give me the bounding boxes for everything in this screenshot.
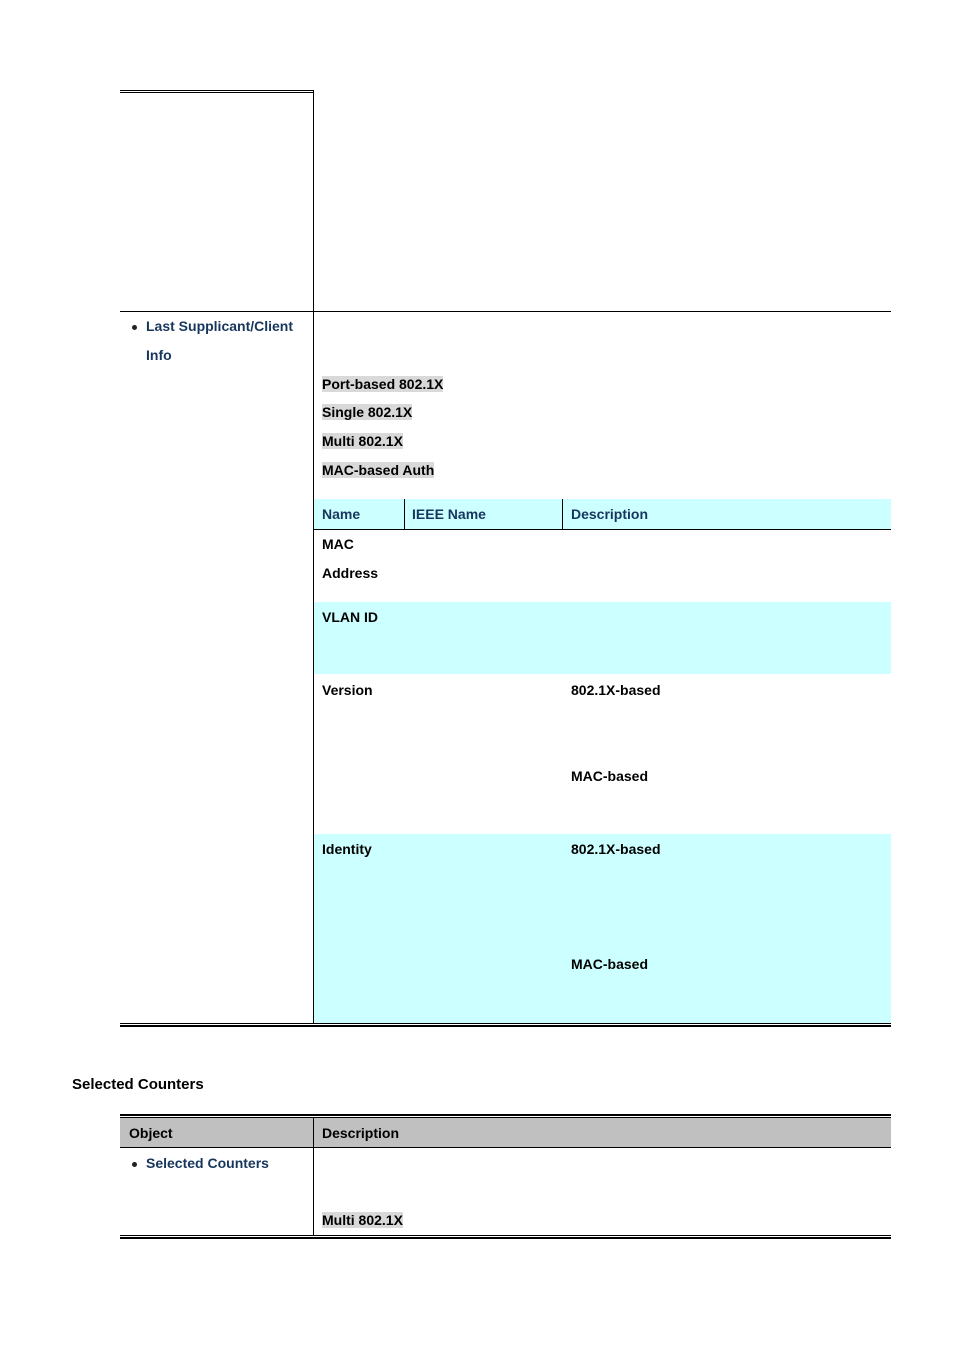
- row-mac-name-line2: Address: [322, 565, 379, 581]
- row-version-desc-b: MAC-based: [571, 768, 649, 784]
- inner-header-rule: [314, 529, 891, 530]
- top-rule: [120, 1114, 891, 1116]
- header-description: Description: [322, 1125, 400, 1141]
- row-identity-desc-b: MAC-based: [571, 956, 649, 972]
- row-mac-name-line1: MAC: [322, 536, 354, 552]
- row-identity-name: Identity: [322, 841, 372, 857]
- inner-header-name: Name: [322, 506, 361, 522]
- row-vlan-name: VLAN ID: [322, 609, 378, 625]
- bottom-rule: [120, 1237, 891, 1239]
- inner-header-ieee-name: IEEE Name: [412, 506, 486, 522]
- mode-mac-based: MAC-based Auth: [322, 462, 435, 478]
- bottom-rule: [120, 1235, 891, 1236]
- table-header-bg: [120, 1118, 891, 1147]
- object-selected-counters: Selected Counters: [146, 1155, 269, 1171]
- mode-multi: Multi 802.1X: [322, 433, 403, 449]
- row-identity-bg: [314, 834, 891, 1024]
- bottom-rule: [120, 1023, 891, 1024]
- header-rule: [120, 1147, 891, 1148]
- mode-multi: Multi 802.1X: [322, 1212, 403, 1228]
- mode-port-based: Port-based 802.1X: [322, 376, 444, 392]
- header-object: Object: [129, 1125, 173, 1141]
- row-identity-desc-a: 802.1X-based: [571, 841, 661, 857]
- column-divider: [313, 1118, 314, 1236]
- section-heading: Selected Counters: [72, 1076, 204, 1093]
- mode-single: Single 802.1X: [322, 404, 413, 420]
- top-rule: [120, 90, 314, 91]
- row-version-desc-a: 802.1X-based: [571, 682, 661, 698]
- row-separator: [120, 311, 891, 312]
- object-label-line2: Info: [146, 347, 172, 363]
- row-vlan-bg: [314, 602, 891, 674]
- inner-header-description: Description: [571, 506, 649, 522]
- inner-col-divider: [562, 499, 563, 529]
- inner-col-divider: [404, 499, 405, 529]
- object-label-line1: Last Supplicant/Client: [146, 318, 294, 334]
- row-version-name: Version: [322, 682, 373, 698]
- top-rule: [120, 92, 314, 93]
- bottom-rule: [120, 1025, 891, 1027]
